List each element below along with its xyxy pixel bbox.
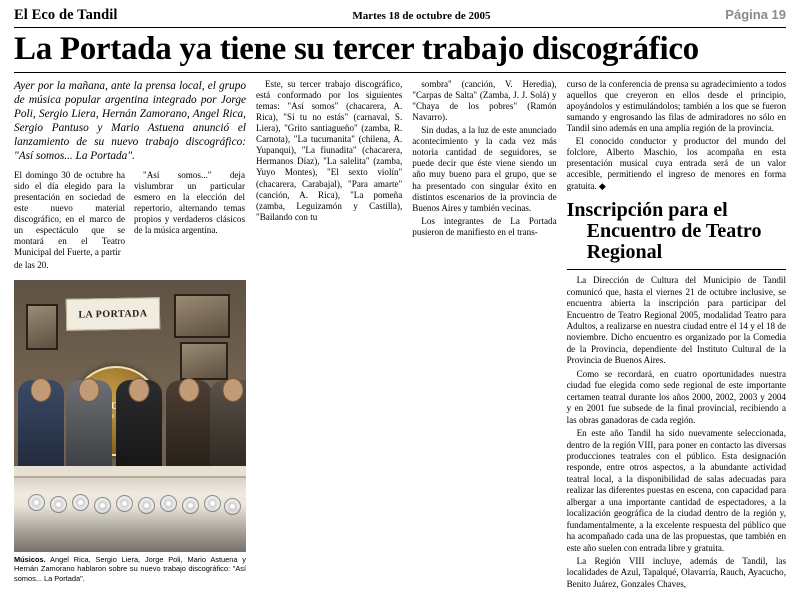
- page-title: La Portada ya tiene su tercer trabajo discográfico: [14, 31, 699, 67]
- second-article-title-line2: Encuentro de Teatro Regional: [586, 219, 762, 263]
- person-figure: [210, 380, 246, 476]
- paragraph: Sin dudas, a la luz de este anunciado acontecimiento y la cada vez más notoria cantidad de seguidores, se puede decir que éste viene siendo un año muy bueno para el grupo, que se ha presentado con singular éxito en distintos escenarios de la provincia de Buenos Aires y también vecinas.: [412, 125, 557, 213]
- paragraph: La Dirección de Cultura del Municipio de Tandil comunicó que, hasta el viernes 21 de octubre inclusive, se encuentra abierta la inscripción para participar del Encuentro de Teatro Regional 2005, modalidad Teatro para Adultos, a realizarse en nuestra ciudad entre el 14 y el 18 de noviembre. Dicho encuentro es organizado por la Comedia de la Provincia, dependiente del Instituto Cultural de la Provincia de Buenos Aires.: [566, 275, 786, 366]
- column-b: [256, 79, 402, 593]
- publication-name: El Eco de Tandil: [14, 7, 118, 23]
- article-columns: [14, 79, 786, 593]
- paragraph: Los integrantes de La Portada pusieron de manifiesto en el trans-: [412, 215, 557, 237]
- wall-picture-icon: [174, 294, 230, 338]
- column-c: [412, 79, 556, 593]
- paragraph: curso de la conferencia de prensa su agradecimiento a todos aquellos que creyeron en ellos desde el principio, apoyándolos y estimulándolos; también a los que se fueron sumando y engrosando las filas de admiradores no sólo en Tandil sino además en una amplia región de la provincia.: [566, 78, 786, 134]
- person-head: [223, 378, 244, 402]
- masthead-divider: [14, 27, 786, 28]
- paragraph: El domingo 30 de octubre ha sido el día elegido para la presentación en sociedad de este nuevo material discográfico, en el marco de un espectáculo que se montará en el Teatro Municipal del Fuerte, a partir: [14, 169, 125, 258]
- caption-label: Músicos.: [14, 554, 46, 564]
- issue-date: Martes 18 de octubre de 2005: [352, 10, 491, 22]
- column-d: [567, 79, 786, 593]
- paragraph: Este, su tercer trabajo discográfico, está conformado por los siguientes temas: "Así somos" (chacarera, A. Rica), "Si tu no estás" (carnaval, S. Liera), "Grito santiagueño" (zamba, R. Carnota), "La tucumanita" (chilena, A. Yupanqui), "La fiunadita" (chacarera, Hermanos Díaz), "La salelita" (zamba, Yuyo Montes), "El sexto violín" (chacarera, Carabajal), "Para amarte" (canción, A. Rica), "La pomeña (zamba, Leguizamón y Castilla), "Bailando con tu: [256, 78, 403, 222]
- second-article-body: [567, 275, 786, 590]
- paragraph: En este año Tandil ha sido nuevamente seleccionada, dentro de la región VIII, para poner en contacto las diversas producciones teatrales con el público. Esta designación responde, entre otros aspectos, a la abundante actividad teatral local, a la disponibilidad de salas adecuadas para realizar las diferentes puestas en escena, con capacidad para albergar a una importante cantidad de espectadores, a la localización geográfica de la ciudad dentro de la región y, fundamentalmente, a la excelente respuesta del público que ha acompañado cada una de las propuestas, que también en este año suelen con entrada libre y gratuita.: [566, 428, 786, 553]
- person-head: [179, 378, 200, 402]
- wall-picture-icon: [180, 342, 228, 380]
- photo-vignette: [14, 506, 246, 552]
- paragraph: sombra" (canción, V. Heredia), "Carpas de Salta" (Zamba, J. J. Solá) y "Chaya de los pobres" (Ramón Navarro).: [412, 78, 557, 122]
- masthead: [14, 0, 786, 27]
- subcolumn-1: [14, 170, 125, 274]
- caption-text: Angel Rica, Sergio Liera, Jorge Poli, Mario Astuena y Hernán Zamorano hablaron sobre su nuevo trabajo discográfico: "Así somos... La Portada".: [14, 554, 246, 583]
- page-number: Página 19: [725, 7, 786, 22]
- person-figure: [166, 380, 212, 476]
- paragraph: Como se recordará, en cuatro oportunidades nuestra ciudad fue elegida como sede regional de este importante certamen teatral durante los años 2000, 2002, 2003 y 2004 y en 2001 fue subsede de la final provincial, recibiendo a las obras ganadoras de cada región.: [566, 368, 786, 425]
- subcolumn-2: [134, 170, 245, 274]
- person-figure: [18, 380, 64, 476]
- column-a: [14, 79, 246, 593]
- headline-divider: [14, 72, 786, 73]
- person-head: [79, 378, 100, 402]
- person-figure: [66, 380, 112, 476]
- band-banner-text: LA PORTADA: [66, 297, 161, 331]
- wall-picture-icon: [26, 304, 58, 350]
- lede-subcolumns: [14, 170, 246, 274]
- person-head: [129, 378, 150, 402]
- paragraph: "Así somos..." deja vislumbrar un particular esmero en la elección del repertorio, alternando temas propios y verdaderos clásicos de la música argentina.: [134, 169, 245, 236]
- paragraph: de las 20.: [14, 260, 49, 271]
- paragraph: La Región VIII incluye, además de Tandil, las localidades de Azul, Tapalqué, Olavarría, Rauch, Ayacucho, Benito Juárez, Gonzales Chaves,: [566, 556, 786, 589]
- second-article-title: [567, 200, 786, 264]
- person-figure: [116, 380, 162, 476]
- photo-caption: [14, 555, 246, 584]
- second-article-title-line1: Inscripción para el: [566, 198, 728, 221]
- article-photo-block: [14, 280, 246, 584]
- photo-musicians: [14, 280, 246, 552]
- article-lede: Ayer por la mañana, ante la prensa local, el grupo de música popular argentina integrado por Jorge Poli, Sergio Liera, Hernán Zamorano, Angel Rica, Sergio Pantuso y Mario Astuena anunció el lanzamiento de su nuevo trabajo discográfico: "Así somos... La Portada".: [14, 79, 246, 162]
- second-article-divider: [567, 269, 786, 270]
- paragraph: El conocido conductor y productor del mundo del folclore, Alberto Maschio, los acompaña en esta presentación musical cuya entrada será de un valor accesible, permitiendo el ingreso de menores en forma gratuita. ◆: [566, 136, 786, 191]
- person-head: [31, 378, 52, 402]
